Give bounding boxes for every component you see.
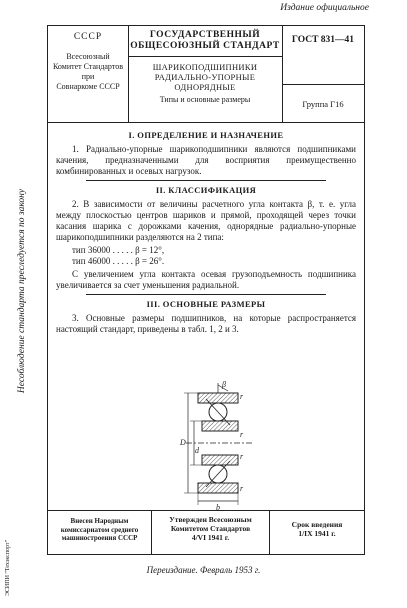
type-list (72, 245, 356, 267)
group-label: Группа Г16 (282, 84, 364, 109)
effective-date-cell: Срок введения 1/IX 1941 г. (291, 520, 343, 538)
divider (86, 180, 326, 181)
section-2-title: II. КЛАССИФИКАЦИЯ (155, 185, 257, 195)
section-1-title: I. ОПРЕДЕЛЕНИЕ И НАЗНАЧЕНИЕ (128, 130, 284, 140)
divider (86, 294, 326, 295)
radius-label: r (240, 430, 244, 439)
radius-label: r (240, 452, 244, 461)
standard-title: ГОСУДАРСТВЕННЫЙ ОБЩЕСОЮЗНЫЙ СТАНДАРТ (130, 30, 280, 51)
publisher-stamp: ЭСИПИ "Техэкспорт" (5, 539, 11, 597)
header-block (48, 26, 364, 123)
bearing-cross-section-drawing (176, 379, 276, 514)
committee-label: Всесоюзный Комитет Стандартов при Совнаркоме СССР (52, 52, 123, 91)
official-edition-label: Издание официальное (280, 3, 369, 13)
footer-block (48, 510, 364, 555)
side-legal-notice: Несоблюдение стандарта преследуется по закону (17, 188, 27, 394)
width-label: b (216, 503, 220, 512)
section-2-paragraph: 2. В зависимости от величины расчетного угла контакта β, т. е. угла между плоскостью центров шариков и прямой, проходящей через точки касания шарика с дорожками качения, однорядные радиально-упорные шарикоподшипники разделяются на 2 типа: (56, 199, 356, 242)
header-issuer-cell (48, 26, 129, 122)
type-46000: тип 46000 . . . . . β = 26°. (72, 256, 165, 266)
section-2-note: С увеличением угла контакта осевая грузоподъемность подшипника увеличивается за счет уменьшения радиальной. (56, 269, 356, 290)
submitted-by-cell: Внесен Народным комиссариатом среднего машиностроения СССР (48, 511, 152, 555)
header-title-cell (128, 26, 283, 122)
document-body (56, 126, 356, 337)
section-1-paragraph: 1. Радиально-упорные шарикоподшипники являются подшипниками качения, предназначенными для восприятия преимущественно комбинированных и осевых нагрузок. (56, 144, 356, 176)
type-36000: тип 36000 . . . . . β = 12°, (72, 245, 165, 255)
product-title: ШАРИКОПОДШИПНИКИ РАДИАЛЬНО-УПОРНЫЕ ОДНОРЯДНЫЕ (128, 56, 282, 92)
bore-diameter-label: d (195, 446, 199, 455)
section-3-title: III. ОСНОВНЫЕ РАЗМЕРЫ (146, 299, 266, 309)
approved-by-cell: Утвержден Всесоюзным Комитетом Стандартов 4/VI 1941 г. (152, 511, 270, 555)
gost-number: ГОСТ 831—41 (291, 35, 355, 45)
radius-label: r (240, 484, 244, 493)
standard-frame (47, 25, 365, 555)
document-subtitle: Типы и основные размеры (159, 95, 251, 104)
reprint-note: Переиздание. Февраль 1953 г. (146, 565, 261, 575)
beta-label: β (222, 380, 226, 389)
section-3-paragraph: 3. Основные размеры подшипников, на которые распространяется настоящий стандарт, приведены в табл. 1, 2 и 3. (56, 313, 356, 334)
ussr-label: СССР (73, 32, 103, 42)
header-code-cell (282, 26, 364, 122)
radius-label: r (240, 392, 244, 401)
outer-diameter-label: D (180, 438, 186, 447)
